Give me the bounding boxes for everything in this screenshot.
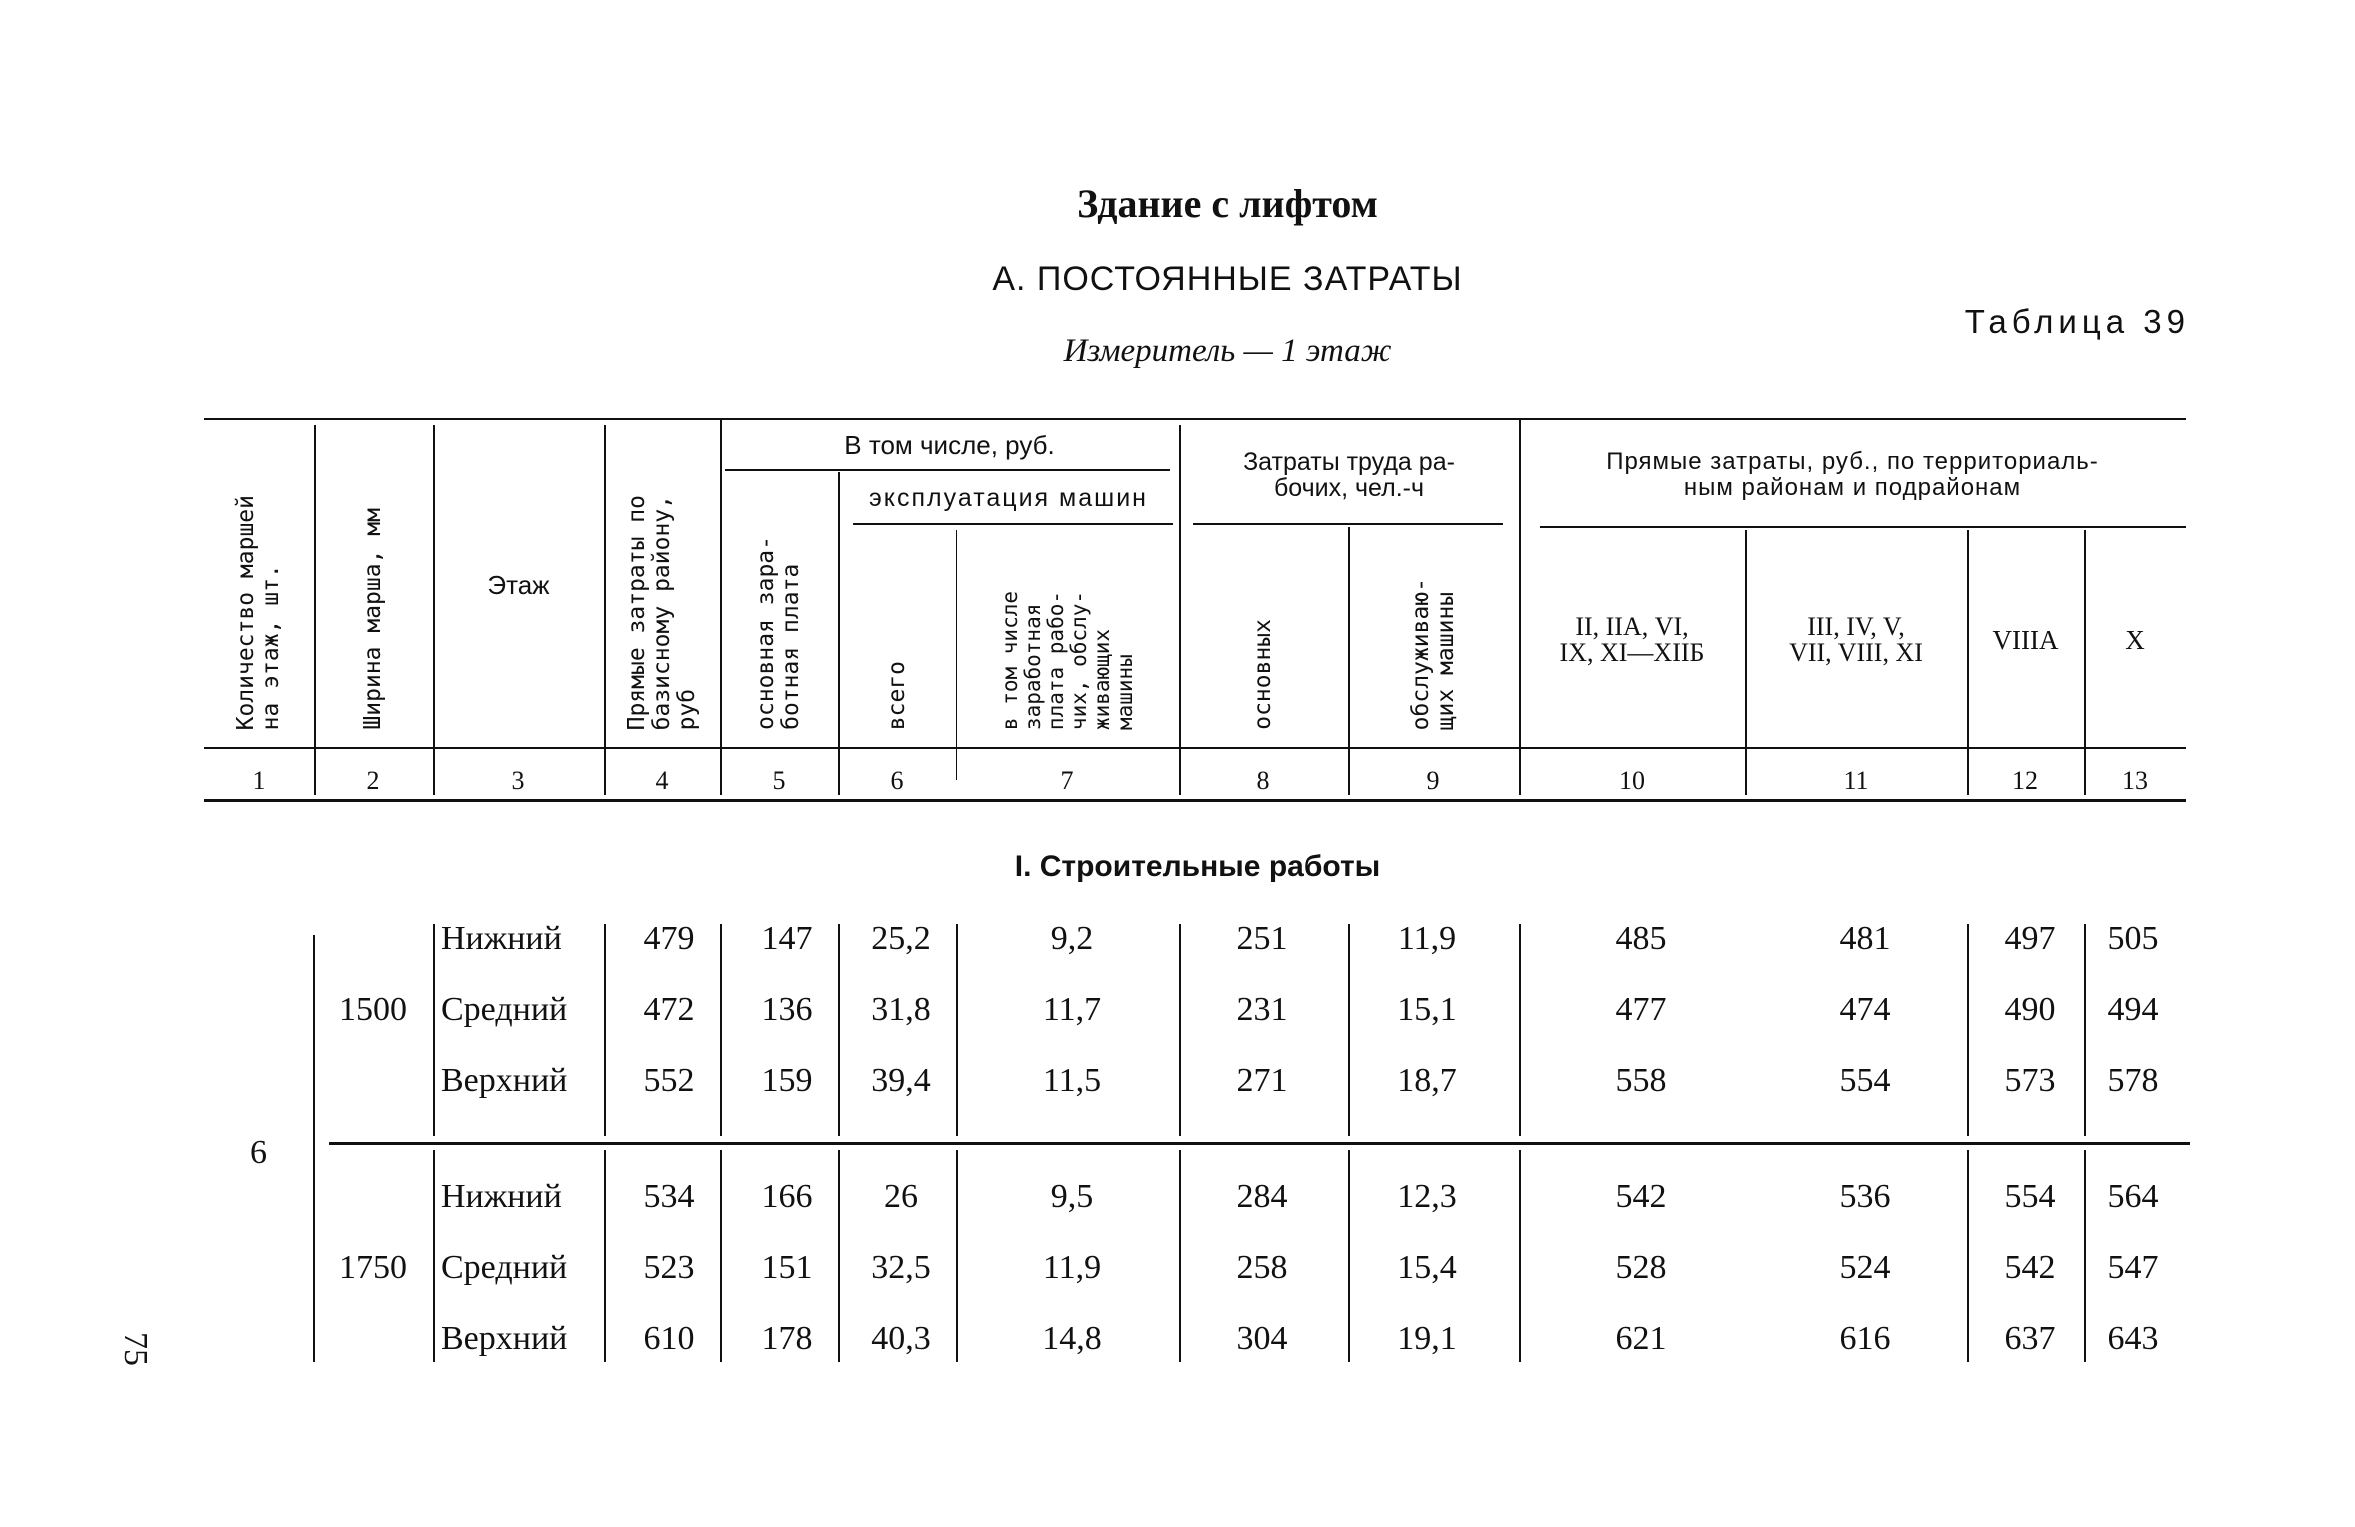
column-number: 6 xyxy=(890,766,904,795)
table-cell: 485 xyxy=(1615,920,1667,957)
table-cell: 497 xyxy=(2004,920,2056,957)
column-number: 11 xyxy=(1843,766,1869,795)
table-cell: 616 xyxy=(1839,1320,1891,1357)
header-col13: X xyxy=(2125,625,2145,655)
table-cell: 151 xyxy=(761,1249,813,1286)
table-cell: 479 xyxy=(643,920,695,957)
table-cell: 474 xyxy=(1839,991,1891,1028)
table-cell: 166 xyxy=(761,1178,813,1215)
floor-label: Верхний xyxy=(441,1320,568,1357)
table-cell: 147 xyxy=(761,920,813,957)
header-label: Прямые затраты по базисному району, руб xyxy=(623,494,700,730)
header-col8 xyxy=(1179,540,1348,730)
table-cell: 284 xyxy=(1236,1178,1288,1215)
section-title: I. Строительные работы xyxy=(1014,850,1381,883)
column-number: 9 xyxy=(1426,766,1440,795)
table-cell: 477 xyxy=(1615,991,1667,1028)
table-top-rule xyxy=(204,418,2186,420)
header-col3: Этаж xyxy=(487,570,550,600)
table-cell: 11,9 xyxy=(1397,920,1457,957)
table-cell: 542 xyxy=(1615,1178,1667,1215)
march-width: 1750 xyxy=(339,1249,407,1286)
measure-unit: Измеритель — 1 этаж xyxy=(1063,333,1392,369)
column-number: 7 xyxy=(1060,766,1074,795)
table-cell: 472 xyxy=(643,991,695,1028)
column-number: 3 xyxy=(511,766,525,795)
numbers-bottom-rule xyxy=(204,799,2186,802)
table-cell: 490 xyxy=(2004,991,2056,1028)
page-number: 75 xyxy=(117,1332,154,1366)
table-cell: 231 xyxy=(1236,991,1288,1028)
table-label: Таблица 39 xyxy=(1964,303,2190,340)
column-number: 13 xyxy=(2122,766,2148,795)
table-cell: 304 xyxy=(1236,1320,1288,1357)
rule xyxy=(725,469,1170,471)
table-cell: 536 xyxy=(1839,1178,1891,1215)
table-cell: 621 xyxy=(1615,1320,1667,1357)
table-cell: 31,8 xyxy=(871,991,931,1028)
table-cell: 9,2 xyxy=(1050,920,1094,957)
header-group-regions: Прямые затраты, руб., по территориаль- ным районам и подрайонам xyxy=(1606,448,2099,501)
table-cell: 19,1 xyxy=(1397,1320,1457,1357)
header-label: Количество маршей на этаж, шт. xyxy=(233,494,284,730)
floor-label: Верхний xyxy=(441,1062,568,1099)
header-group-machines: эксплуатация машин xyxy=(869,484,1148,512)
table-cell: 9,5 xyxy=(1050,1178,1094,1215)
table-cell: 542 xyxy=(2004,1249,2056,1286)
table-cell: 136 xyxy=(761,991,813,1028)
column-number: 4 xyxy=(655,766,669,795)
column-number: 8 xyxy=(1256,766,1270,795)
table-cell: 494 xyxy=(2107,991,2159,1028)
table-cell: 178 xyxy=(761,1320,813,1357)
table-cell: 573 xyxy=(2004,1062,2056,1099)
floor-label: Нижний xyxy=(441,920,562,957)
rule xyxy=(1519,924,1521,1136)
table-cell: 554 xyxy=(1839,1062,1891,1099)
column-number: 12 xyxy=(2012,766,2038,795)
table-cell: 258 xyxy=(1236,1249,1288,1286)
table-cell: 564 xyxy=(2107,1178,2159,1215)
header-col4 xyxy=(604,425,720,730)
header-col9 xyxy=(1348,530,1519,730)
column-number: 10 xyxy=(1619,766,1645,795)
table-cell: 32,5 xyxy=(871,1249,931,1286)
group-separator xyxy=(329,1142,2190,1145)
header-col10: II, IIА, VI, IX, XI—XIIБ xyxy=(1559,612,1705,667)
marches-count: 6 xyxy=(250,1134,267,1171)
table-cell: 524 xyxy=(1839,1249,1891,1286)
header-col6 xyxy=(838,540,956,730)
table-cell: 26 xyxy=(884,1178,918,1215)
floor-label: Нижний xyxy=(441,1178,562,1215)
rule xyxy=(2084,530,2086,795)
header-col7 xyxy=(956,530,1179,730)
table-cell: 505 xyxy=(2107,920,2159,957)
header-label: основных xyxy=(1250,619,1276,730)
header-label: Ширина марша, мм xyxy=(360,508,386,730)
table-cell: 271 xyxy=(1236,1062,1288,1099)
floor-label: Средний xyxy=(441,991,568,1028)
march-width: 1500 xyxy=(339,991,407,1028)
header-col12: VIIIА xyxy=(1992,625,2059,655)
header-col11: III, IV, V, VII, VIII, XI xyxy=(1789,612,1923,667)
table-cell: 534 xyxy=(643,1178,695,1215)
header-col5 xyxy=(720,480,838,730)
table-cell: 39,4 xyxy=(871,1062,931,1099)
column-number: 5 xyxy=(772,766,786,795)
header-group-incl: В том числе, руб. xyxy=(844,430,1055,460)
table-cell: 14,8 xyxy=(1042,1320,1102,1357)
header-group-labor: Затраты труда ра- бочих, чел.-ч xyxy=(1243,448,1455,502)
table-cell: 15,1 xyxy=(1397,991,1457,1028)
rule xyxy=(433,924,435,1136)
table-cell: 558 xyxy=(1615,1062,1667,1099)
table-cell: 25,2 xyxy=(871,920,931,957)
table-cell: 15,4 xyxy=(1397,1249,1457,1286)
table-cell: 18,7 xyxy=(1397,1062,1457,1099)
table-cell: 40,3 xyxy=(871,1320,931,1357)
floor-label: Средний xyxy=(441,1249,568,1286)
rule xyxy=(1967,530,1969,795)
header-col1 xyxy=(204,430,314,730)
table-cell: 481 xyxy=(1839,920,1891,957)
header-label: всего xyxy=(883,660,910,730)
section-subtitle: А. ПОСТОЯННЫЕ ЗАТРАТЫ xyxy=(992,260,1463,298)
table-cell: 11,5 xyxy=(1042,1062,1102,1099)
table-cell: 12,3 xyxy=(1397,1178,1457,1215)
table-cell: 637 xyxy=(2004,1320,2056,1357)
table-cell: 528 xyxy=(1615,1249,1667,1286)
table-cell: 643 xyxy=(2107,1320,2159,1357)
header-label: основная зара- ботная плата xyxy=(753,536,804,730)
rule xyxy=(1193,523,1503,525)
rule xyxy=(1179,1150,1181,1362)
table-cell: 554 xyxy=(2004,1178,2056,1215)
rule xyxy=(1179,924,1181,1136)
table-cell: 159 xyxy=(761,1062,813,1099)
column-number: 1 xyxy=(252,766,266,795)
table-cell: 610 xyxy=(643,1320,695,1357)
table-cell: 11,7 xyxy=(1042,991,1102,1028)
header-label: обслуживаю- щих машины xyxy=(1407,577,1459,730)
table-cell: 523 xyxy=(643,1249,695,1286)
rule xyxy=(853,523,1173,525)
rule xyxy=(1540,526,2186,528)
rule xyxy=(1519,1150,1521,1362)
table-cell: 11,9 xyxy=(1042,1249,1102,1286)
header-col2 xyxy=(314,430,433,730)
table-cell: 251 xyxy=(1236,920,1288,957)
table-cell: 578 xyxy=(2107,1062,2159,1099)
table-cell: 547 xyxy=(2107,1249,2159,1286)
page-title: Здание с лифтом xyxy=(1077,181,1378,226)
column-number: 2 xyxy=(366,766,380,795)
header-label: в том числе заработная плата рабо- чих, обслу- живающих машины xyxy=(997,590,1137,730)
rule xyxy=(433,425,435,795)
table-cell: 552 xyxy=(643,1062,695,1099)
header-bottom-rule xyxy=(204,747,2186,749)
